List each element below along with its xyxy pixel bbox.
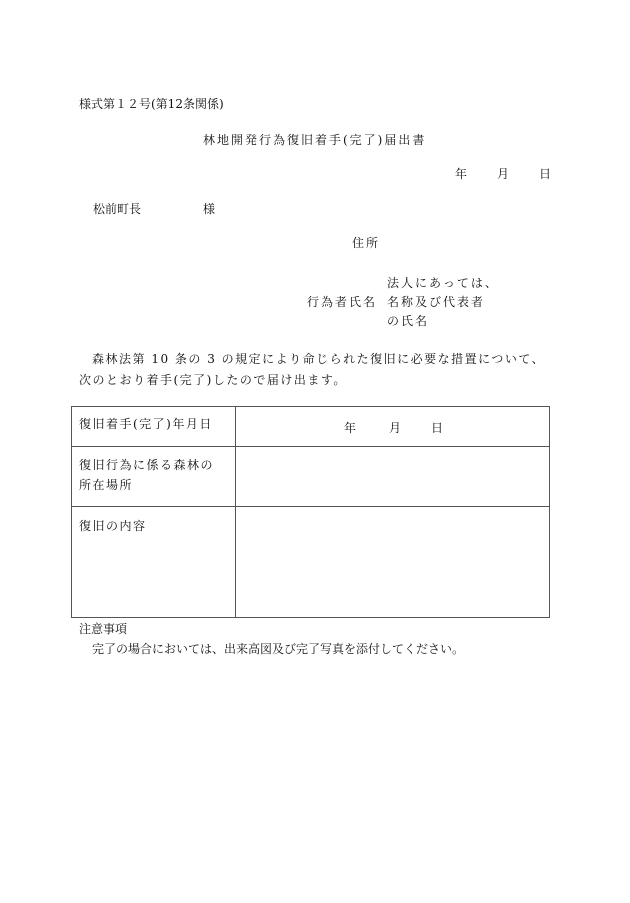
corp-note-line-1: 法人にあっては、 xyxy=(387,276,499,290)
table-row-content xyxy=(72,507,550,618)
start-date-label: 復旧着手(完了)年月日 xyxy=(79,417,213,431)
location-label-cell xyxy=(72,447,236,507)
content-label: 復旧の内容 xyxy=(79,519,147,533)
corp-note-line-2: 名称及び代表者 xyxy=(387,295,486,309)
document-title: 林地開発行為復旧着手(完了)届出書 xyxy=(203,133,427,147)
date-day: 日 xyxy=(539,167,552,181)
address-label: 住所 xyxy=(352,236,381,250)
start-date-day: 日 xyxy=(431,421,444,435)
table-row-location xyxy=(72,447,550,507)
start-date-field[interactable] xyxy=(236,407,550,447)
date-year: 年 xyxy=(455,167,468,181)
addressee-name: 松前町長 xyxy=(93,202,142,216)
notes-heading: 注意事項 xyxy=(79,622,128,636)
start-date-month: 月 xyxy=(389,421,402,435)
form-table xyxy=(71,406,550,618)
notes-text: 完了の場合においては、出来高図及び完了写真を添付してください。 xyxy=(92,642,465,656)
applicant-name-label: 行為者氏名 xyxy=(307,295,378,309)
form-number: 様式第１２号(第12条関係) xyxy=(79,97,224,111)
table-row-start-date xyxy=(72,407,550,447)
date-month: 月 xyxy=(497,167,510,181)
location-label: 復旧行為に係る森林の所在場所 xyxy=(79,458,215,492)
corp-note-line-3: の氏名 xyxy=(387,314,430,328)
addressee-honorific: 様 xyxy=(203,202,216,216)
location-field[interactable] xyxy=(236,447,550,507)
start-date-year: 年 xyxy=(344,421,357,435)
body-text: 森林法第 10 条の 3 の規定により命じられた復旧に必要な措置について、次のとおり着手(完了)したので届け出ます。 xyxy=(79,352,546,387)
content-label-cell xyxy=(72,507,236,618)
content-field[interactable] xyxy=(236,507,550,618)
start-date-label-cell xyxy=(72,407,236,447)
